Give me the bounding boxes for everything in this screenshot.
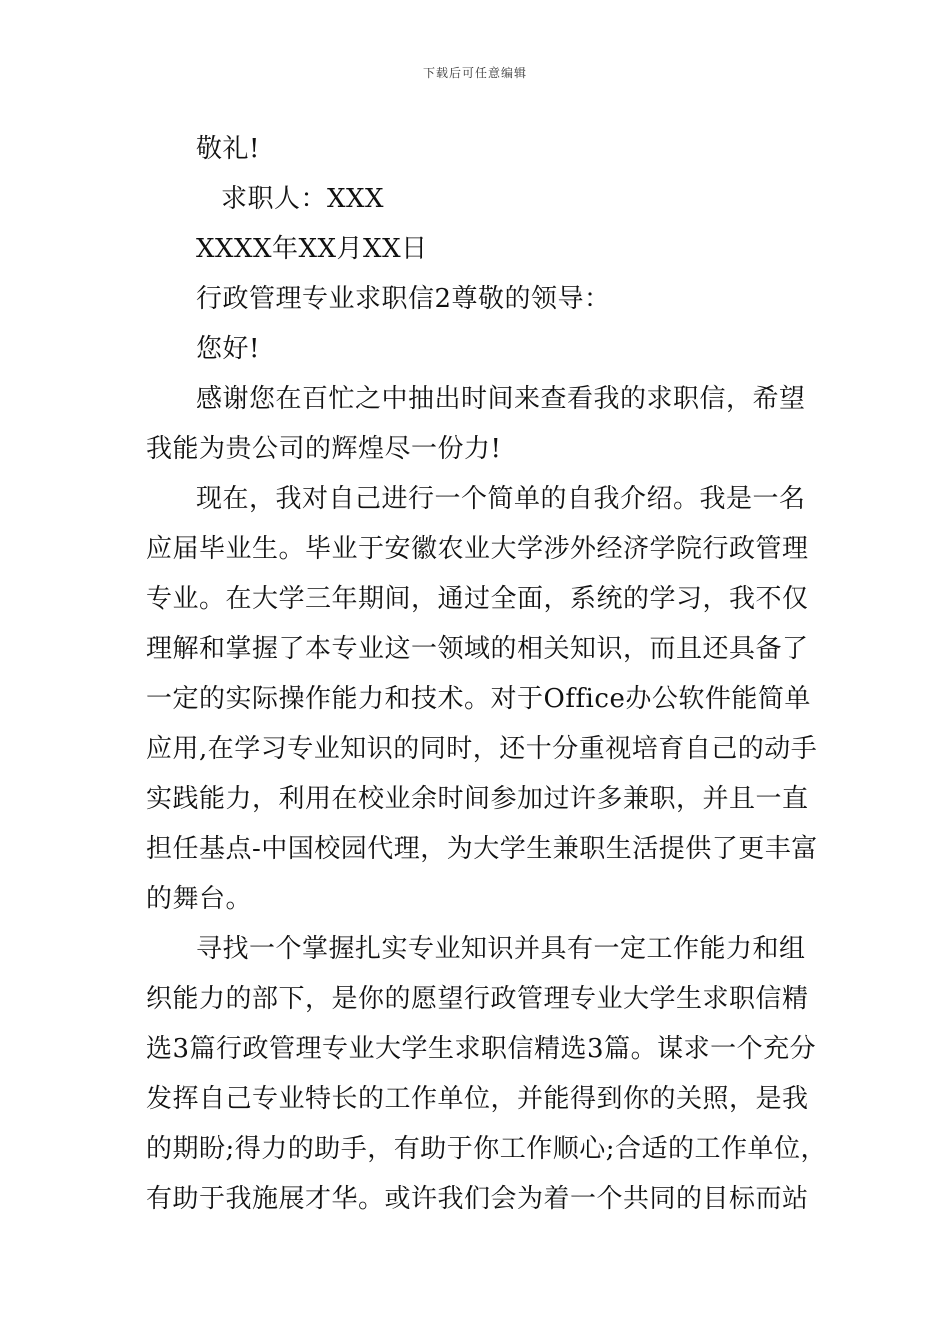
paragraph-line: 实践能力，利用在校业余时间参加过许多兼职，并且一直 [146,784,809,814]
paragraph-line: 一定的实际操作能力和技术。对于Office办公软件能简单 [146,684,811,714]
paragraph-line: 有助于我施展才华。或许我们会为着一个共同的目标而站 [146,1184,809,1214]
paragraph-line: 织能力的部下，是你的愿望行政管理专业大学生求职信精 [146,984,809,1014]
paragraph-line: 我能为贵公司的辉煌尽一份力! [146,434,502,464]
paragraph-line: 寻找一个掌握扎实专业知识并具有一定工作能力和组 [196,934,806,964]
applicant-signature: 求职人：XXX [221,184,385,214]
paragraph-line: 感谢您在百忙之中抽出时间来查看我的求职信，希望 [196,384,806,414]
page-header: 下载后可任意编辑 [422,66,527,80]
paragraph-line: 应届毕业生。毕业于安徽农业大学涉外经济学院行政管理 [146,534,809,564]
paragraph-line: 的舞台。 [146,884,253,914]
paragraph-line: 的期盼;得力的助手，有助于你工作顺心;合适的工作单位， [146,1134,828,1164]
paragraph-line: 选3篇行政管理专业大学生求职信精选3篇。谋求一个充分 [146,1034,817,1064]
closing-salutation: 敬礼! [196,134,260,164]
greeting: 您好! [196,334,260,364]
paragraph-line: 应用,在学习专业知识的同时，还十分重视培育自己的动手 [146,734,818,764]
letter-date: XXXX年XX月XX日 [196,234,428,264]
paragraph-line: 现在，我对自己进行一个简单的自我介绍。我是一名 [196,484,806,514]
paragraph-line: 担任基点-中国校园代理，为大学生兼职生活提供了更丰富 [146,834,818,864]
paragraph-line: 专业。在大学三年期间，通过全面，系统的学习，我不仅 [146,584,809,614]
paragraph-line: 理解和掌握了本专业这一领域的相关知识，而且还具备了 [146,634,809,664]
paragraph-line: 发挥自己专业特长的工作单位，并能得到你的关照，是我 [146,1084,809,1114]
letter-title-line: 行政管理专业求职信2尊敬的领导： [196,284,611,314]
